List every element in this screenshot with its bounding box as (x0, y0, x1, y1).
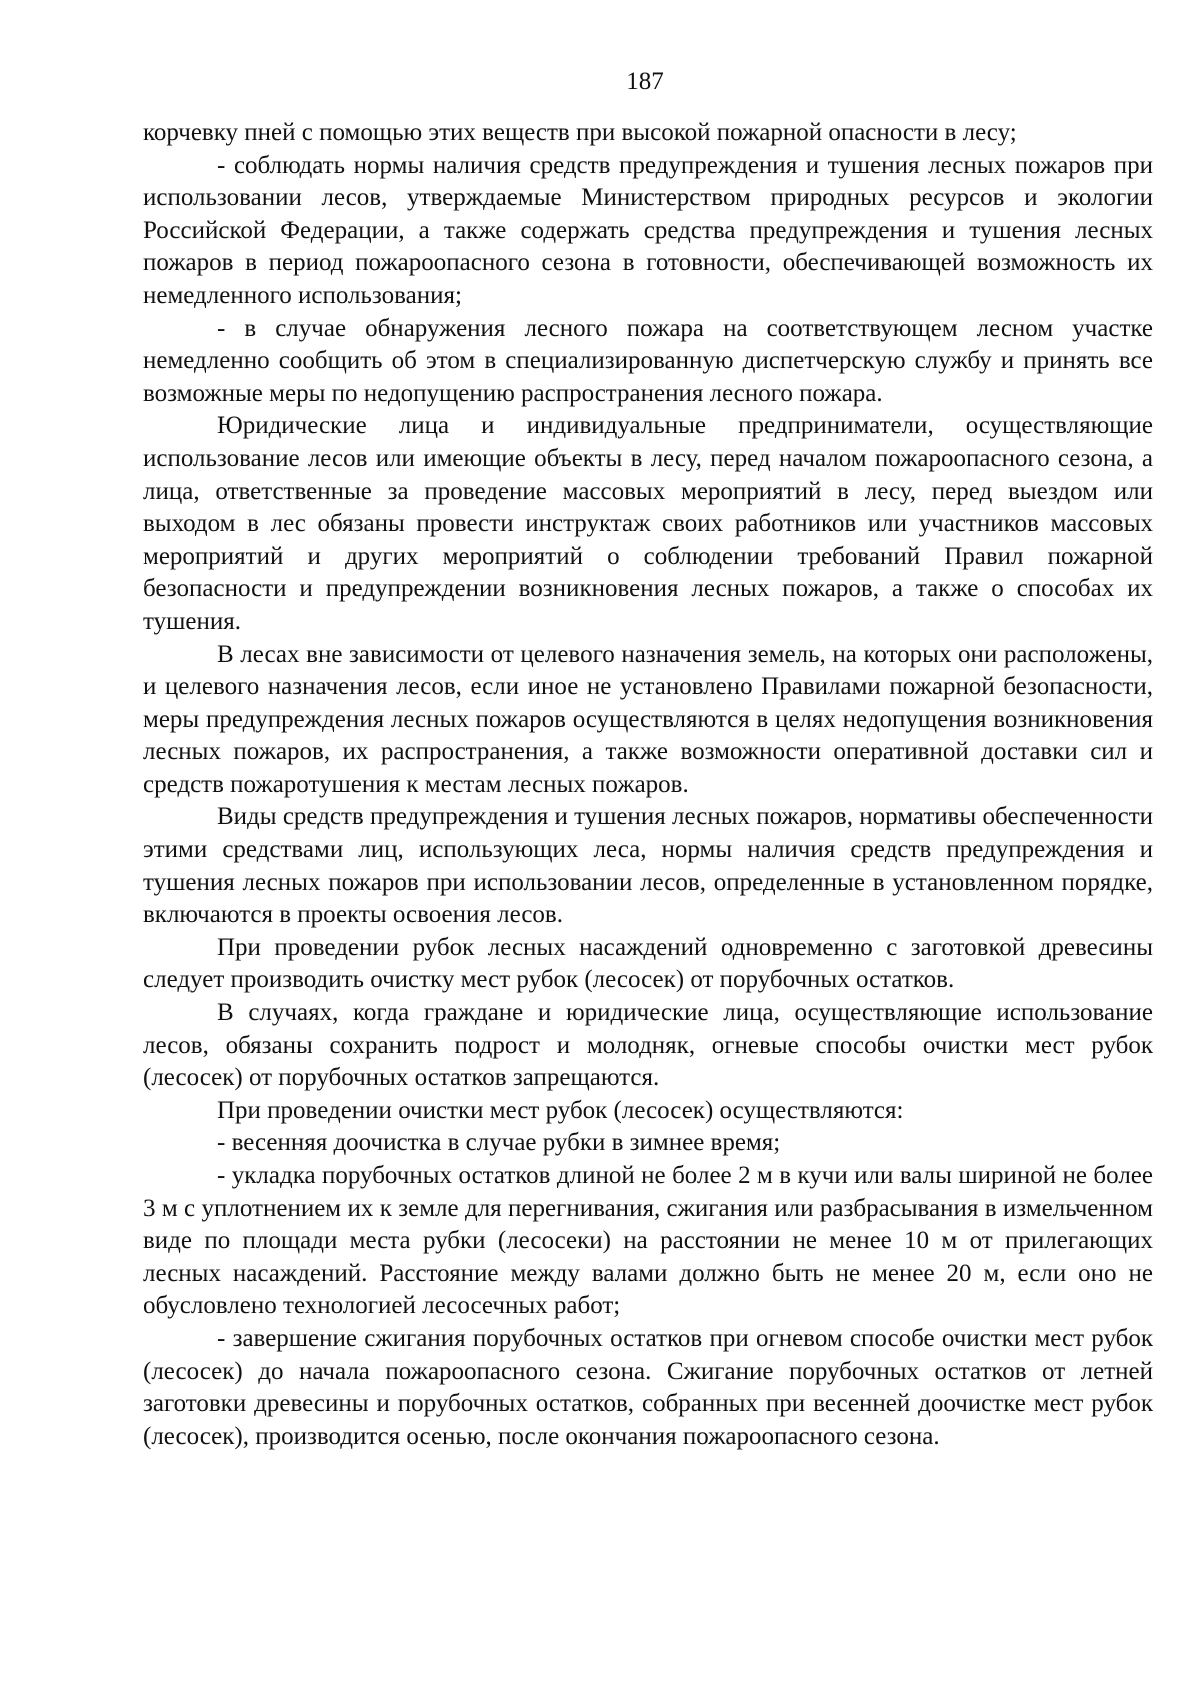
list-item-residue-stacking: - укладка порубочных остатков длиной не более 2 м в кучи или валы шириной не более 3 м с уплотнением их к земле для перегнивания, сжигания или разбрасывания в измельченном виде по площади места рубки (лесосеки) на расстоянии не менее 10 м от прилегающих лесных насаждений. Расстояние между валами должно быть не менее 20 м, если оно не обусловлено технологией лесосечных работ; (143, 1162, 1153, 1320)
paragraph-briefing: Юридические лица и индивидуальные предприниматели, осуществляющие использование лесов или имеющие объекты в лесу, перед началом пожароопасного сезона, а лица, ответственные за проведение массовых мероприятий в лесу, перед выездом или выходом в лес обязаны провести инструктаж своих работников или участников массовых мероприятий и других мероприятий о соблюдении требований Правил пожарной безопасности и предупреждении возникновения лесных пожаров, а также о способах их тушения. (143, 412, 1153, 635)
list-item-burning-completion: - завершение сжигания порубочных остатков при огневом способе очистки мест рубок (лесосек) до начала пожароопасного сезона. Сжигание порубочных остатков от летней заготовки древесины и порубочных остатков, собранных при весенней доочистке мест рубок (лесосек), производится осенью, после окончания пожароопасного сезона. (143, 1324, 1153, 1450)
body-text (143, 117, 1153, 1453)
list-item-fire-detection: - в случае обнаружения лесного пожара на соответствующем лесном участке немедленно сообщить об этом в специализированную диспетчерскую службу и принять все возможные меры по недопущению распространения лесного пожара. (143, 314, 1153, 407)
paragraph-cleaning-intro: При проведении очистки мест рубок (лесосек) осуществляются: (217, 1096, 904, 1124)
paragraph-continuation: корчевку пней с помощью этих веществ при высокой пожарной опасности в лесу; (143, 119, 1017, 146)
paragraph-fire-methods-prohibited: В случаях, когда граждане и юридические лица, осуществляющие использование лесов, обязаны сохранить подрост и молодняк, огневые способы очистки мест рубок (лесосек) от порубочных остатков запрещаются. (143, 999, 1153, 1092)
page-number: 187 (626, 68, 664, 95)
paragraph-equipment-types: Виды средств предупреждения и тушения лесных пожаров, нормативы обеспеченности этими средствами лиц, использующих леса, нормы наличия средств предупреждения и тушения лесных пожаров при использовании лесов, определенные в установленном порядке, включаются в проекты освоения лесов. (143, 803, 1153, 929)
paragraph-felling-cleaning: При проведении рубок лесных насаждений одновременно с заготовкой древесины следует производить очистку мест рубок (лесосек) от порубочных остатков. (143, 933, 1153, 994)
list-item-spring-cleaning: - весенняя доочистка в случае рубки в зимнее время; (217, 1129, 781, 1157)
paragraph-prevention-measures: В лесах вне зависимости от целевого назначения земель, на которых они расположены, и целевого назначения лесов, если иное не установлено Правилами пожарной безопасности, меры предупреждения лесных пожаров осуществляются в целях недопущения возникновения лесных пожаров, их распространения, а также возможности оперативной доставки сил и средств пожаротушения к местам лесных пожаров. (143, 640, 1153, 798)
list-item-fire-equipment-norms: - соблюдать нормы наличия средств предупреждения и тушения лесных пожаров при использовании лесов, утверждаемые Министерством природных ресурсов и экологии Российской Федерации, а также содержать средства предупреждения и тушения лесных пожаров в период пожароопасного сезона в готовности, обеспечивающей возможность их немедленного использования; (143, 151, 1153, 309)
